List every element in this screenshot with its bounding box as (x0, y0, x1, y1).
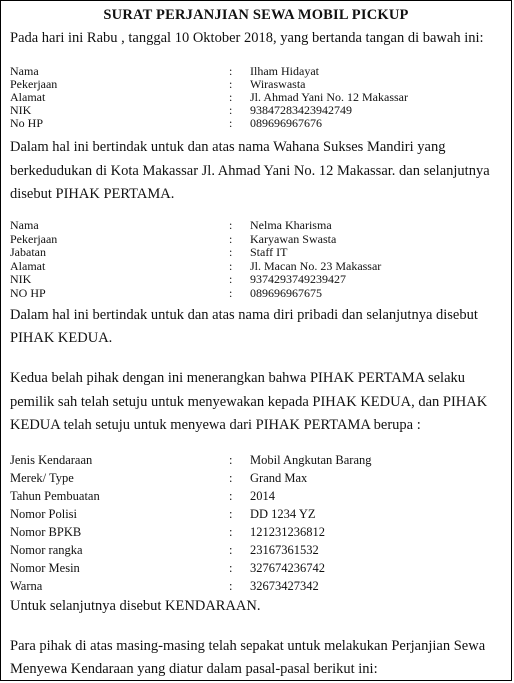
paragraph-line: Dalam hal ini bertindak untuk dan atas nama diri pribadi dan selanjutnya disebut (10, 307, 478, 323)
field-label: Merek/ Type (10, 471, 74, 485)
field-label: No HP (10, 116, 44, 130)
paragraph-line: disebut PIHAK PERTAMA. (10, 186, 175, 202)
field-separator: : (229, 507, 233, 521)
field-value: Jl. Ahmad Yani No. 12 Makassar (250, 90, 408, 104)
field-separator: : (229, 489, 233, 503)
field-separator: : (229, 286, 233, 300)
paragraph-line: PIHAK KEDUA. (10, 330, 113, 346)
field-separator: : (229, 64, 233, 78)
field-label: Nama (10, 218, 39, 232)
field-value: 327674236742 (250, 561, 325, 575)
field-label: Nomor rangka (10, 543, 83, 557)
paragraph-line: berkedudukan di Kota Makassar Jl. Ahmad Yani No. 12 Makassar. dan selanjutnya (10, 163, 490, 179)
field-value: 9374293749239427 (250, 272, 346, 286)
field-label: Nomor BPKB (10, 525, 82, 539)
field-value: Grand Max (250, 471, 308, 485)
field-value: Ilham Hidayat (250, 64, 319, 78)
field-value: Nelma Kharisma (250, 218, 332, 232)
kendaraan-note: Untuk selanjutnya disebut KENDARAAN. (10, 598, 261, 614)
field-separator: : (229, 561, 233, 575)
field-separator: : (229, 272, 233, 286)
field-value: 93847283423942749 (250, 103, 352, 117)
field-label: Alamat (10, 90, 46, 104)
document-title: SURAT PERJANJIAN SEWA MOBIL PICKUP (103, 7, 409, 23)
field-value: Mobil Angkutan Barang (250, 453, 372, 467)
field-value: DD 1234 YZ (250, 507, 316, 521)
field-label: NO HP (10, 286, 46, 300)
field-label: Pekerjaan (10, 232, 58, 246)
paragraph-line: Menyewa Kendaraan yang diatur dalam pasal-pasal berikut ini: (10, 661, 378, 677)
paragraph-line: Dalam hal ini bertindak untuk dan atas nama Wahana Sukses Mandiri yang (10, 139, 446, 155)
field-value: 32673427342 (250, 579, 319, 593)
field-label: Nama (10, 64, 39, 78)
field-separator: : (229, 579, 233, 593)
field-separator: : (229, 218, 233, 232)
field-label: Warna (10, 579, 43, 593)
field-value: 121231236812 (250, 525, 325, 539)
paragraph-line: KEDUA telah setuju untuk menyewa dari PIHAK PERTAMA berupa : (10, 417, 421, 433)
field-separator: : (229, 103, 233, 117)
field-value: Karyawan Swasta (250, 232, 337, 246)
field-value: Jl. Macan No. 23 Makassar (250, 259, 382, 273)
field-label: Nomor Mesin (10, 561, 80, 575)
paragraph-line: Kedua belah pihak dengan ini menerangkan bahwa PIHAK PERTAMA selaku (10, 370, 466, 386)
paragraph-line: Para pihak di atas masing-masing telah sepakat untuk melakukan Perjanjian Sewa (10, 638, 486, 654)
intro-line: Pada hari ini Rabu , tanggal 10 Oktober 2018, yang bertanda tangan di bawah ini: (10, 30, 484, 46)
paragraph-line: pemilik sah telah setuju untuk menyewakan kepada PIHAK KEDUA, dan PIHAK (10, 394, 488, 410)
field-label: Jenis Kendaraan (10, 453, 93, 467)
field-separator: : (229, 245, 233, 259)
field-label: Pekerjaan (10, 77, 58, 91)
field-value: Wiraswasta (250, 77, 306, 91)
field-label: Nomor Polisi (10, 507, 78, 521)
field-separator: : (229, 543, 233, 557)
field-value: 23167361532 (250, 543, 319, 557)
field-separator: : (229, 525, 233, 539)
field-separator: : (229, 453, 233, 467)
field-label: Alamat (10, 259, 46, 273)
field-separator: : (229, 232, 233, 246)
field-value: 2014 (250, 489, 275, 503)
field-value: Staff IT (250, 245, 288, 259)
field-label: Tahun Pembuatan (10, 489, 100, 503)
field-label: NIK (10, 103, 32, 117)
field-label: NIK (10, 272, 32, 286)
field-separator: : (229, 90, 233, 104)
field-separator: : (229, 259, 233, 273)
field-separator: : (229, 471, 233, 485)
field-separator: : (229, 77, 233, 91)
field-value: 089696967676 (250, 116, 322, 130)
field-label: Jabatan (10, 245, 46, 259)
field-value: 089696967675 (250, 286, 322, 300)
field-separator: : (229, 116, 233, 130)
